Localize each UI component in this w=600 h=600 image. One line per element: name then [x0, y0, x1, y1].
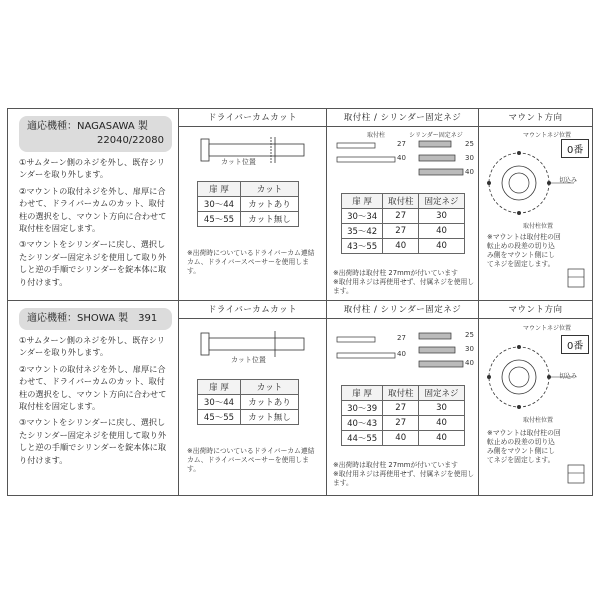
table-cell: 35～42 [342, 224, 383, 239]
table-row [342, 416, 465, 431]
mount-note: ※マウントは取付柱の回転止めの段差の切り込み側をマウント側にしてネジを固定します。 [487, 233, 561, 268]
table-cell: 27 [383, 401, 419, 416]
cam-th-thickness: 扉 厚 [198, 380, 241, 395]
mount-number-badge: 0番 [561, 139, 589, 158]
post-label: 取付柱 [367, 132, 386, 139]
table-row [342, 224, 465, 239]
mount-screw-label: マウントネジ位置 [523, 132, 571, 139]
table-cell: 40 [419, 431, 465, 446]
cam-th-cut: カット [240, 380, 298, 395]
screw-th-1: 扉 厚 [342, 194, 383, 209]
table-cell: 30 [419, 209, 465, 224]
cam-th-cut: カット [240, 182, 298, 197]
cam-th-thickness: 扉 厚 [198, 182, 241, 197]
table-row [198, 212, 299, 227]
step-2: ②マウントの取付ネジを外し、扉厚に合わせて、ドライバーカムのカット、取付柱の選択をし、マウント方向に合わせて取付柱を固定します。 [19, 185, 167, 234]
step-3: ③マウントをシリンダーに戻し、選択したシリンダー固定ネジを使用して取り外しと逆の手順でシリンダーを錠本体に取り付けます。 [19, 239, 167, 287]
steps-list [8, 156, 178, 288]
section-showa [8, 301, 592, 495]
table-cell: 40 [419, 224, 465, 239]
model-label-box [19, 116, 172, 152]
screw-table [341, 193, 465, 254]
screw-size-3: 40 [465, 359, 474, 367]
screw-column [327, 301, 479, 495]
cam-header: ドライバーカムカット [179, 301, 326, 319]
table-cell: 27 [383, 416, 419, 431]
mount-post-label: 取付柱位置 [523, 223, 554, 230]
table-cell: カット無し [240, 410, 298, 425]
cam-table [197, 181, 299, 227]
screw-note: ※出荷時は取付柱 27mmが付いています ※取付用ネジは再使用せず、付属ネジを使用します。 [333, 269, 475, 295]
screw-table [341, 385, 465, 446]
cam-column [179, 109, 327, 300]
table-row [342, 401, 465, 416]
post-size-2: 40 [397, 154, 406, 162]
mount-header: マウント方向 [479, 109, 592, 127]
table-cell: 30 [419, 401, 465, 416]
table-row [342, 431, 465, 446]
cam-table [197, 379, 299, 425]
screw-size-1: 25 [465, 140, 474, 148]
cam-note: ※出荷時についているドライバーカム連結カム、ドライバースペーサーを使用します。 [187, 447, 315, 473]
cam-cut-label: カット位置 [221, 158, 256, 166]
table-cell: 30～44 [198, 395, 241, 410]
post-size-2: 40 [397, 350, 406, 358]
screw-note: ※出荷時は取付柱 27mmが付いています ※取付用ネジは再使用せず、付属ネジを使用します。 [333, 461, 475, 487]
mount-header: マウント方向 [479, 301, 592, 319]
section-nagasawa [8, 109, 592, 301]
table-row [198, 410, 299, 425]
screw-th-2: 取付柱 [383, 386, 419, 401]
table-row [198, 395, 299, 410]
table-cell: 40～43 [342, 416, 383, 431]
table-cell: カット無し [240, 212, 298, 227]
screw-header: 取付柱 / シリンダー固定ネジ [327, 109, 478, 127]
screw-label: シリンダー固定ネジ [409, 132, 463, 139]
table-cell: カットあり [240, 395, 298, 410]
table-cell: 44～55 [342, 431, 383, 446]
step-3: ③マウントをシリンダーに戻し、選択したシリンダー固定ネジを使用して取り外しと逆の手順でシリンダーを錠本体に取り付けます。 [19, 417, 167, 465]
table-cell: 45～55 [198, 212, 241, 227]
mount-screw-label: マウントネジ位置 [523, 325, 571, 332]
cam-column [179, 301, 327, 495]
step-1: ①サムターン側のネジを外し、既存シリンダーを取り外します。 [19, 335, 165, 358]
instruction-sheet [7, 108, 593, 496]
table-cell: 27 [383, 209, 419, 224]
table-row [342, 209, 465, 224]
mount-cut-label: 切込み [559, 177, 578, 184]
steps-list [8, 334, 178, 466]
table-cell: 40 [383, 239, 419, 254]
screw-size-1: 25 [465, 331, 474, 339]
step-1: ①サムターン側のネジを外し、既存シリンダーを取り外します。 [19, 157, 165, 180]
mount-number-badge: 0番 [561, 335, 589, 354]
table-row [342, 239, 465, 254]
table-cell: カットあり [240, 197, 298, 212]
screw-column [327, 109, 479, 300]
model-label-box [19, 308, 172, 330]
table-cell: 27 [383, 224, 419, 239]
cam-header: ドライバーカムカット [179, 109, 326, 127]
screw-th-1: 扉 厚 [342, 386, 383, 401]
instructions-column [8, 301, 179, 495]
screw-th-2: 取付柱 [383, 194, 419, 209]
mount-column [479, 109, 592, 300]
table-cell: 43～55 [342, 239, 383, 254]
model-label: 適応機種：SHOWA 製 391 [27, 313, 158, 324]
cam-note: ※出荷時についているドライバーカム連結カム、ドライバースペーサーを使用します。 [187, 249, 315, 275]
table-cell: 30～39 [342, 401, 383, 416]
screw-th-3: 固定ネジ [419, 386, 465, 401]
post-icon [565, 461, 587, 487]
screw-size-3: 40 [465, 168, 474, 176]
table-cell: 45～55 [198, 410, 241, 425]
screw-size-2: 30 [465, 345, 474, 353]
cam-cut-label: カット位置 [231, 356, 266, 364]
table-cell: 40 [383, 431, 419, 446]
screw-header: 取付柱 / シリンダー固定ネジ [327, 301, 478, 319]
model-number: 22040/22080 [97, 135, 164, 146]
post-icon [565, 265, 587, 291]
screw-size-2: 30 [465, 154, 474, 162]
step-2: ②マウントの取付ネジを外し、扉厚に合わせて、ドライバーカムのカット、取付柱の選択をし、マウント方向に合わせて取付柱を固定します。 [19, 363, 167, 412]
table-cell: 30～34 [342, 209, 383, 224]
mount-post-label: 取付柱位置 [523, 417, 554, 424]
screw-th-3: 固定ネジ [419, 194, 465, 209]
model-label: 適応機種：NAGASAWA 製 [27, 121, 148, 132]
post-size-1: 27 [397, 140, 406, 148]
mount-note: ※マウントは取付柱の回転止めの段差の切り込み側をマウント側にしてネジを固定します。 [487, 429, 561, 464]
table-cell: 40 [419, 239, 465, 254]
mount-column [479, 301, 592, 495]
table-cell: 30～44 [198, 197, 241, 212]
table-row [198, 197, 299, 212]
instructions-column [8, 109, 179, 300]
mount-cut-label: 切込み [559, 373, 578, 380]
table-cell: 40 [419, 416, 465, 431]
post-size-1: 27 [397, 334, 406, 342]
